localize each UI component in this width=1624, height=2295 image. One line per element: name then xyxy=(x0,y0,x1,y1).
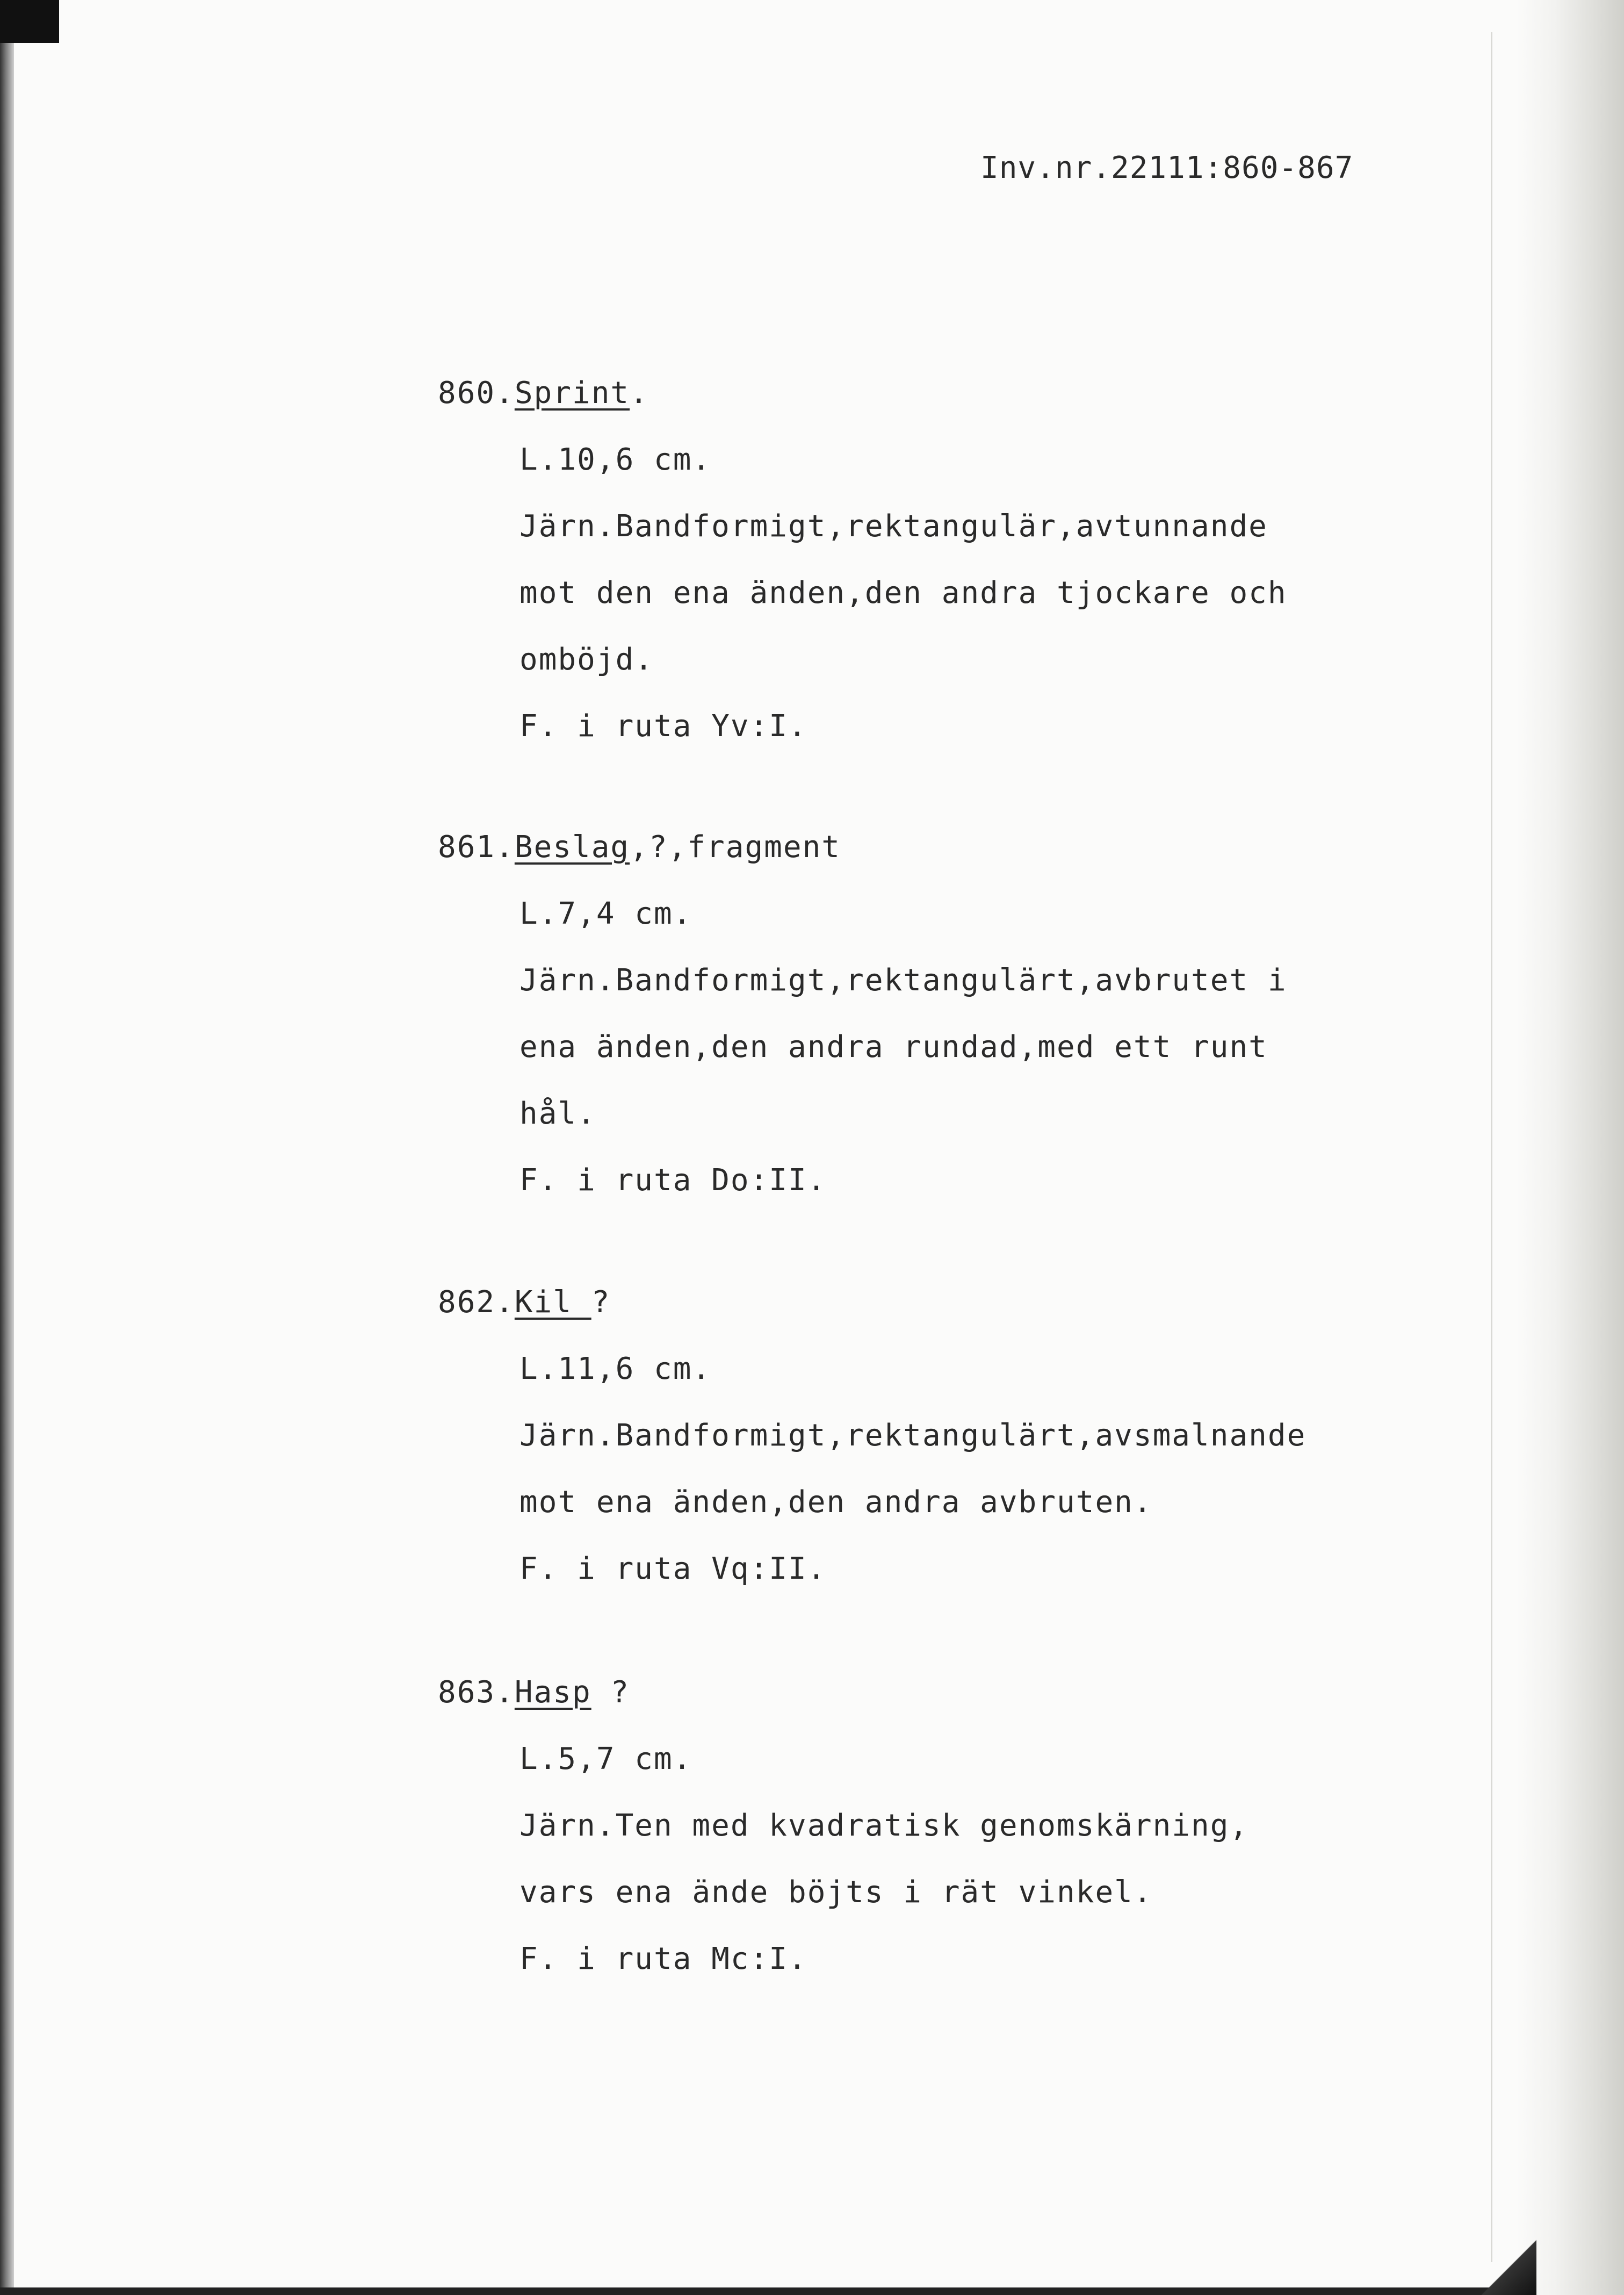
scan-right-edge xyxy=(1517,0,1624,2295)
entry-suffix: ? xyxy=(591,1675,630,1710)
entry-length: L.5,7 cm. xyxy=(519,1742,692,1776)
entry-suffix: . xyxy=(630,376,649,411)
entry-number: 862. xyxy=(438,1285,515,1320)
scan-bottom-corner xyxy=(1472,2236,1536,2295)
catalog-entry xyxy=(438,376,1287,744)
entry-number: 861. xyxy=(438,830,515,865)
catalog-entry xyxy=(438,830,1287,1198)
entry-title xyxy=(438,830,1287,865)
entry-description-line: Järn.Bandformigt,rektangulärt,avsmalnande xyxy=(519,1418,1307,1453)
entry-description-line: Järn.Bandformigt,rektangulär,avtunnande xyxy=(519,509,1268,544)
scan-left-edge xyxy=(0,43,14,2295)
catalog-entry xyxy=(438,1675,1248,1976)
catalog-entry xyxy=(438,1285,1306,1586)
entry-description-line: omböjd. xyxy=(519,642,654,677)
entry-number: 863. xyxy=(438,1675,515,1710)
entry-findspot: F. i ruta Vq:II. xyxy=(519,1551,827,1586)
entry-findspot: F. i ruta Mc:I. xyxy=(519,1941,807,1976)
entry-description-line: ena änden,den andra rundad,med ett runt xyxy=(519,1030,1268,1064)
entry-description-line: vars ena ände böjts i rät vinkel. xyxy=(519,1875,1153,1910)
entry-name: Hasp xyxy=(514,1675,591,1710)
entry-description-line: mot den ena änden,den andra tjockare och xyxy=(519,575,1287,610)
entry-length: L.11,6 cm. xyxy=(519,1351,712,1386)
entry-description-line: Järn.Bandformigt,rektangulärt,avbrutet i xyxy=(519,963,1287,998)
entry-description-line: Järn.Ten med kvadratisk genomskärning, xyxy=(519,1808,1249,1843)
entry-number: 860. xyxy=(438,376,515,411)
entry-name: Kil xyxy=(514,1285,591,1320)
scan-fold-line xyxy=(1491,32,1492,2262)
entry-title xyxy=(438,1285,1306,1320)
entry-length: L.10,6 cm. xyxy=(519,442,712,477)
scan-corner-mark xyxy=(0,0,59,43)
entry-description-line: hål. xyxy=(519,1096,596,1131)
entry-title xyxy=(438,376,1287,411)
entry-suffix: ? xyxy=(591,1285,611,1320)
entry-name: Beslag xyxy=(514,830,630,865)
entry-name: Sprint xyxy=(514,376,630,411)
entry-findspot: F. i ruta Yv:I. xyxy=(519,709,807,744)
entry-body xyxy=(519,1352,1306,1586)
entry-body xyxy=(519,1742,1248,1976)
inventory-reference: Inv.nr.22111:860-867 xyxy=(980,150,1354,185)
scan-bottom-edge xyxy=(0,2287,1536,2295)
entry-body xyxy=(519,443,1287,744)
entry-suffix: ,?,fragment xyxy=(630,830,841,865)
entry-length: L.7,4 cm. xyxy=(519,896,692,931)
entry-title xyxy=(438,1675,1248,1710)
entry-description-line: mot ena änden,den andra avbruten. xyxy=(519,1485,1153,1520)
entry-findspot: F. i ruta Do:II. xyxy=(519,1163,827,1198)
entry-body xyxy=(519,897,1287,1198)
